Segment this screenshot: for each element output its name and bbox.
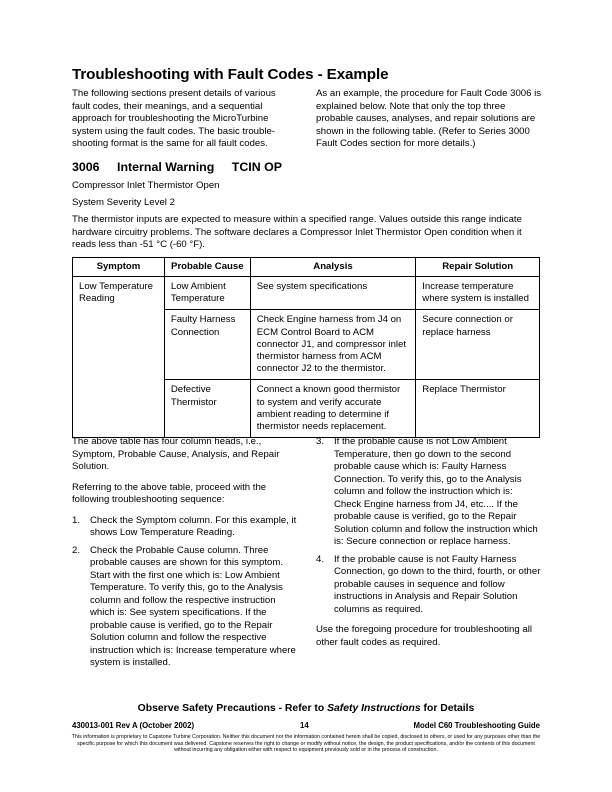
- legal-notice: This information is proprietary to Capstone Turbine Corporation. Neither this document nor the information contained herein shall be copied, disclosed to others, or used for any purposes other than the specific purpose for which this document was delivered. Capstone reserves the right to change or modify without notice, the design, the product specifications, and/or the contents of this document without incurring any obligation either with respect to equipment previously sold or in the process of construction.: [71, 734, 541, 754]
- intro-right-text: As an example, the procedure for Fault Code 3006 is explained below. Note that only the top three probable causes, analyses, and repair solutions are shown in the following table. (Refer to Series 3000 Fault Codes section for more details.): [316, 88, 542, 149]
- safety-suffix: for Details: [420, 703, 475, 714]
- step-text: If the probable cause is not Faulty Harness Connection, go down to the third, fourth, or other probable causes in sequence and follow instructions in Analysis and Repair Solution columns as required.: [334, 553, 541, 615]
- repair-cell: Increase temperature where system is installed: [416, 277, 540, 310]
- table-row: [73, 277, 540, 310]
- repair-cell: Replace Thermistor: [416, 380, 540, 438]
- repair-cell: Secure connection or replace harness: [416, 310, 540, 380]
- intro-right: [316, 88, 542, 151]
- header-symptom: Symptom: [73, 258, 165, 277]
- steps-list: [72, 515, 298, 670]
- analysis-cell: See system specifications: [250, 277, 416, 310]
- fault-description: Compressor Inlet Thermistor Open: [72, 180, 220, 191]
- cause-cell: Low Ambient Temperature: [164, 277, 250, 310]
- step-text: If the probable cause is not Low Ambient Temperature, then go down to the second probable cause which is: Faulty Harness Connection. To verify this, go to the Analysis column and follow the instruction which is: Check Engine harness from J4, etc.... If the probable cause is verified, go to the Repair Solution column and follow the instruction which is: Secure connection or replace harness.: [334, 436, 538, 547]
- safety-notice: [0, 703, 612, 714]
- safety-prefix: Observe Safety Precautions - Refer to: [137, 703, 328, 714]
- step-number: 2.: [72, 544, 81, 556]
- closing-paragraph: Use the foregoing procedure for troubleshooting all other fault codes as required.: [316, 624, 532, 648]
- intro-left: [72, 88, 294, 151]
- step-text: Check the Probable Cause column. Three probable causes are shown for this symptom. Start with the first one which is: Low Ambient Temperature. To verify this, go to the Analysis column and follow the respective instruction which is: See system specifications. If the probable cause is verified, go to the Repair Solution column and follow the respective instruction which is: Increase temperature where system is installed.: [90, 544, 296, 668]
- body-paragraph: Referring to the above table, proceed with the following troubleshooting sequence:: [72, 481, 267, 505]
- body-left-column: [72, 436, 298, 675]
- cause-cell: Faulty Harness Connection: [164, 310, 250, 380]
- fault-paragraph: The thermistor inputs are expected to measure within a specified range. Values outside this range indicate hardware circuitry problems. The software declares a Compressor Inlet Thermistor Open condition when it reads less than -51 °C (-60 °F).: [72, 214, 522, 250]
- body-right-column: [316, 436, 542, 657]
- list-item: [72, 545, 298, 670]
- step-text: Check the Symptom column. For this example, it shows Low Temperature Reading.: [90, 514, 297, 538]
- fault-tag: TCIN OP: [231, 160, 283, 174]
- cause-cell: Defective Thermistor: [164, 380, 250, 438]
- fault-severity: System Severity Level 2: [72, 197, 175, 208]
- step-number: 3.: [316, 436, 325, 447]
- step-number: 1.: [72, 514, 81, 526]
- analysis-cell: Check Engine harness from J4 on ECM Control Board to ACM connector J1, and compressor inlet thermistor harness from ACM connector J2 to the thermistor.: [250, 310, 416, 380]
- fault-heading: [72, 160, 296, 174]
- fault-table: [72, 257, 540, 438]
- document-id: 430013-001 Rev A (October 2002): [72, 721, 195, 730]
- analysis-cell: Connect a known good thermistor to system and verify accurate ambient reading to determine if thermistor needs replacement.: [250, 380, 416, 438]
- step-number: 4.: [316, 553, 325, 565]
- steps-list-continued: [316, 436, 542, 616]
- list-item: [72, 515, 298, 540]
- page-title: Troubleshooting with Fault Codes - Example: [72, 66, 389, 83]
- table-header-row: [73, 258, 540, 277]
- fault-name: Internal Warning: [117, 160, 215, 174]
- body-paragraph: The above table has four column heads, i.e., Symptom, Probable Cause, Analysis, and Repair Solution.: [72, 436, 280, 472]
- list-item: [316, 436, 542, 549]
- symptom-cell: Low Temperature Reading: [73, 277, 165, 438]
- list-item: [316, 554, 542, 617]
- safety-instructions-reference: Safety Instructions: [327, 703, 421, 714]
- header-analysis: Analysis: [250, 258, 416, 277]
- intro-left-text: The following sections present details of various fault codes, their meanings, and a sequential approach for troubleshooting the MicroTurbine system using the fault codes. The basic trouble-shooting format is the same for all fault codes.: [72, 88, 276, 149]
- page-number: 14: [300, 721, 309, 730]
- fault-code: 3006: [72, 160, 100, 174]
- guide-title: Model C60 Troubleshooting Guide: [413, 721, 540, 730]
- header-repair-solution: Repair Solution: [416, 258, 540, 277]
- header-probable-cause: Probable Cause: [164, 258, 250, 277]
